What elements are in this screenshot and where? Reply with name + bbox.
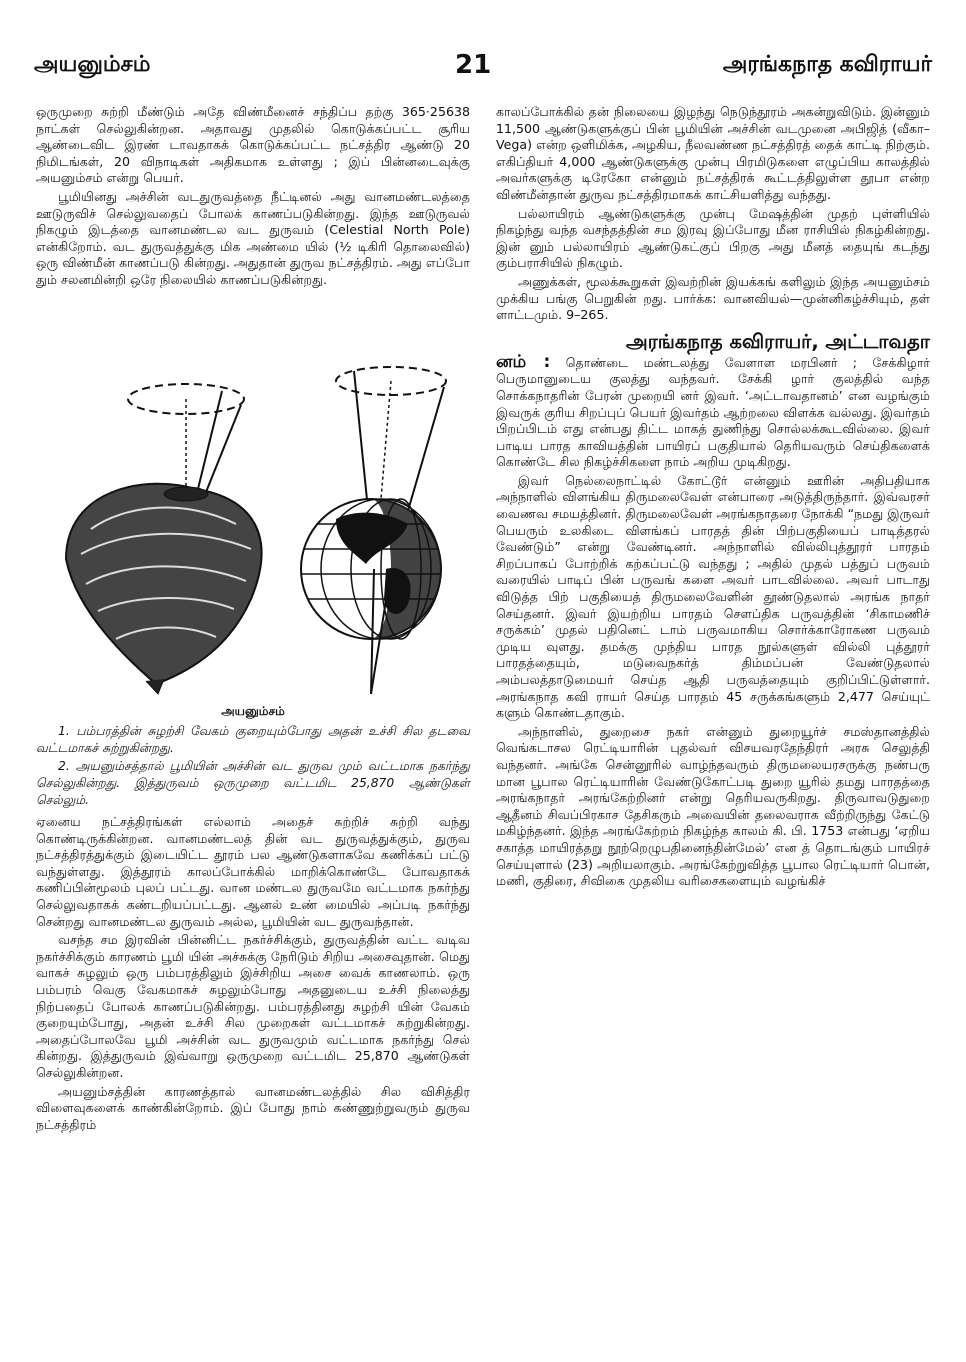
- figure-caption: [36, 723, 470, 808]
- entry-text: தொண்டை மண்டலத்து வேளாள மரபினர் ; சேக்கிழார் பெருமானுடைய குலத்து வந்தவர். சேக்கி ழார் குலத்தில் வந்த சொக்கநாதரின் பேரன் முறையி னர் இவர். ‘அட்டாவதானம்’ என வழங்கும் இவருக் குரிய சிறப்புப் பெயர் இவர்தம் ஆற்றலை விளக்க வல்லது. இவர்தம் பிறப்பிடம் எது என்பது திட்ட மாகத் துணிந்து சொல்லக்கூடவில்லை. இவர் பாடிய பாரத காவியத்தின் பாயிரப் பகுதியால் தெரியவரும் செய்திகளைக் கொண்டே சில நிகழ்ச்சிகளை நாம் அறிய முடிகிறது.: [496, 354, 931, 470]
- entry-title: அரங்கநாத கவிராயர், அட்டாவதா: [626, 329, 930, 353]
- paragraph: காலப்போக்கில் தன் நிலையை இழந்து நெடுந்தூரம் அகன்றுவிடும். இன்னும் 11,500 ஆண்டுகளுக்குப் பின் பூமியின் அச்சின் வடமுனை அபிஜித் (வீகா–Vega) என்ற ஒளிமிக்க, அழகிய, நீலவண்ண நட்சத்திரத் தைக் காட்டி நிற்கும். எகிப்தியர் 4,000 ஆண்டுகளுக்கு முன்பு பிரமிடுகளை எழுப்பிய காலத்தில் அவர்களுக்கு டிரேகோ என்னும் நட்சத்திரக் கூட்டத்திலுள்ள தூபா என்ற விண்மீன்தான் துருவ நட்சத்திரமாகக் காட்சியளித்து வந்தது.: [496, 104, 930, 202]
- page-number: 21: [455, 50, 492, 80]
- paragraph: வசந்த சம இரவின் பின்னிட்ட நகர்ச்சிக்கும், துருவத்தின் வட்ட வடிவ நகர்ச்சிக்கும் காரணம் பூமி யின் அச்சுக்கு நேரிடும் சிறிய அசைவுதான். மெது வாகச் சுழலும் ஒரு பம்பரத்திலும் இச்சிறிய அசை வைக் காணலாம். ஒரு பம்பரம் வெகு வேகமாகச் சுழலும்போது அதனுடைய உச்சி நிலைத்து நிற்பதைப் போலக் காணப்படுகின்றது. பம்பரத்தினது சுழற்சி யின் வேகம் குறையும்போது, அதன் உச்சி சில முறைகள் வட்டமாகச் சுற்றுகின்றது. அதைப்போலவே பூமி அச்சின் வட துருவமும் வட்டமாக நகர்ந்து செல் கின்றது. இத்துருவம் இவ்வாறு ஒருமுறை வட்டமிட 25,870 ஆண்டுகள் செல்லுகின்றன.: [36, 932, 470, 1080]
- paragraph: அணுக்கள், மூலக்கூறுகள் இவற்றின் இயக்கங் களிலும் இந்த அயனும்சம் முக்கிய பங்கு பெறுகின் றது. பார்க்க: வானவியல்—முன்னிகழ்ச்சியும், தள் ளாட்டமும். 9–265.: [496, 273, 930, 323]
- spinning-top-and-globe-illustration: [36, 299, 470, 699]
- paragraph: பல்லாயிரம் ஆண்டுகளுக்கு முன்பு மேஷத்தின் முதற் புள்ளியில் நிகழ்ந்து வந்த வசந்தத்தின் சம இரவு இப்போது மீன ராசியில் நிகழ்கின்றது. இன் னும் பல்லாயிரம் ஆண்டுகட்குப் பிறகு அது மீனத் தையுங் கடந்து கும்பராசியில் நிகழும்.: [496, 205, 930, 271]
- entry-title-continuation: னம் :: [496, 351, 551, 372]
- page-header: [0, 0, 966, 90]
- entry-paragraph: [496, 351, 931, 471]
- caption-line: 1. பம்பரத்தின் சுழற்சி வேகம் குறையும்போது அதன் உச்சி சில தடவை வட்டமாகச் சுற்றுகின்றது.: [36, 724, 470, 755]
- paragraph: ஒருமுறை சுற்றி மீண்டும் அதே விண்மீனைச் சந்திப்ப தற்கு 365·25638 நாட்கள் செல்லுகின்றன. அதாவது முதலில் கொடுக்கப்பட்ட சூரிய ஆண்டைவிட இரண் டாவதாகக் கொடுக்கப்பட்ட நட்சத்திர ஆண்டு 20 நிமிடங்கள், 20 விநாடிகள் அதிகமாக உள்ளது ; இப் பின்னடைவுக்கு அயனும்சம் என்று பெயர்.: [36, 104, 470, 186]
- left-column: [36, 104, 470, 1135]
- figure-title: அயனும்சம்: [221, 703, 285, 718]
- paragraph: அந்நாளில், துறைசை நகர் என்னும் துறையூர்ச் சமஸ்தானத்தில் வெங்கடாசல ரெட்டியாரின் புதல்வர் விசயவரதேந்திரர் அரசு செலுத்தி வந்தனர். அங்கே சென்னூரில் வாழ்ந்தவரும் திருமலையரசருக்கு நண்பரு மான பூபால ரெட்டியாரின் வேண்டுகோட்படி துறை யூரில் தமது பாரதத்தை அரங்கநாதர் அரங்கேற்றினர் என்று தெரியவருகிறது. திருவாவடுதுறை ஆதீனம் சிவப்பிரகாச தேசிகரும் அவையின் தலைவராக வீற்றிருந்து கேட்டு மகிழ்ந்தனர். இந்த அரங்கேற்றம் நிகழ்ந்த காலம் கி. பி. 1753 என்பது ‘ஏறிய சகாத்த மாயிரத்தறு நூற்றெழுபதினைந்தின்மேல்’ என த் தொடங்கும் பாயிரச் செய்யுளால் (23) அறியலாகும். அரங்கேற்றுவித்த பூபால ரெட்டியார் பொன், மணி, குதிரை, சிவிகை முதலிய வரிசைகளையும் வழங்கிச்: [496, 723, 930, 889]
- paragraph: ஏனைய நட்சத்திரங்கள் எல்லாம் அதைச் சுற்றிச் சுற்றி வந்து கொண்டிருக்கின்றன. வானமண்டலத் தின் வட துருவத்துக்கும், துருவ நட்சத்திரத்துக்கும் இடையிட்ட தூரம் பல ஆண்டுகளாகவே கணிக்கப் பட்டு வந்துள்ளது. இத்தூரம் காலப்போக்கில் மாறிக்கொண்டே போவதாகக் கணிப்பின்மூலம் புலப் பட்டது. வான மண்டல துருவமே வட்டமாக நகர்ந்து செல்லுவதாகக் கண்டறியப்பட்டது. ஆனல் உண் மையில் அப்படி நகர்ந்து சென்றது வானமண்டல துருவம் அல்ல, பூமியின் வட துருவந்தான்.: [36, 814, 470, 929]
- running-head-right: அரங்கநாத கவிராயர்: [722, 52, 932, 77]
- running-head-left: அயனும்சம்: [34, 52, 151, 77]
- right-column: [496, 104, 930, 892]
- caption-line: 2. அயனும்சத்தால் பூமியின் அச்சின் வட துருவ மும் வட்டமாக நகர்ந்து செல்லுகின்றது. இத்துருவம் ஒருமுறை வட்டமிட 25,870 ஆண்டுகள் செல்லும்.: [36, 759, 470, 807]
- paragraph: இவர் நெல்லைநாட்டில் கோட்டூர் என்னும் ஊரின் அதிபதியாக அந்நாளில் விளங்கிய திருமலைவேள் என்பாரை அடுத்திருந்தார். இவ்வரசர் வைணவ சமயத்தினர். திருமலைவேள் அரங்கநாதரை நோக்கி “நமது இருவர் பெயரும் உலகிடை விளங்கப் பாரதத் தின் பிற்பகுதியைப் பாடித்தரல் வேண்டும்” என்று வேண்டினர். அந்நாளில் வில்லிபுத்தூரர் பாரதம் சிறப்பாகப் போற்றிக் கற்கப்பட்டு வந்தது ; அதில் முதல் பத்துப் பருவம் வரையில் பாடிப் பின் பருவங் களை அவர் பாடவில்லை. அவர் பாடாது விடுத்த பிற் பகுதியைத் திருமலைவேளின் தூண்டுதலால் அரங்க நாதர் செய்தனர். இவர் இயற்றிய பாரதம் சௌப்திக பருவத்தின் ‘சிகாமணிச் சருக்கம்’ முதல் பதினெட் டாம் பருவமாகிய சொர்க்காரோகண பருவம் முடிய வுளது. தமக்கு முந்திய பாரத நூல்களுள் வில்லி புத்தூரர் பாரதத்தையும், மடுவைநகர்த் திம்மப்பன் வேண்டுதலால் அம்பலத்தாடுமையர் செய்த ஆதி பருவத்தையும் குறிப்பிட்டுள்ளார். அரங்கநாத கவி ராயர் செய்த பாரதம் 45 சருக்கங்களும் 2,477 செய்யுட் களும் கொண்டதாகும்.: [496, 472, 930, 721]
- paragraph: அயனும்சத்தின் காரணத்தால் வானமண்டலத்தில் சில விசித்திர விளைவுகளைக் காண்கின்றோம். இப் போது நாம் கண்ணுற்றுவரும் துருவ நட்சத்திரம்: [36, 1083, 470, 1132]
- paragraph: பூமியினது அச்சின் வடதுருவத்தை நீட்டினல் அது வானமண்டலத்தை ஊடுருவிச் செல்லுவதைப் போலக் காணப்படுகின்றது. இந்த ஊடுருவல் நிகழும் இடத்தை வானமண்டல வட துருவம் (Celestial North Pole) என்கிறோம். வட துருவத்துக்கு மிக அண்மை யில் (½ டிகிரி தொலைவில்) ஒரு விண்மீன் காணப்படு கின்றது. அதுதான் துருவ நட்சத்திரம். அது எப்போ தும் சலனமின்றி ஒரே நிலையில் காணப்படுகின்றது.: [36, 188, 470, 287]
- precession-figure: [36, 299, 470, 699]
